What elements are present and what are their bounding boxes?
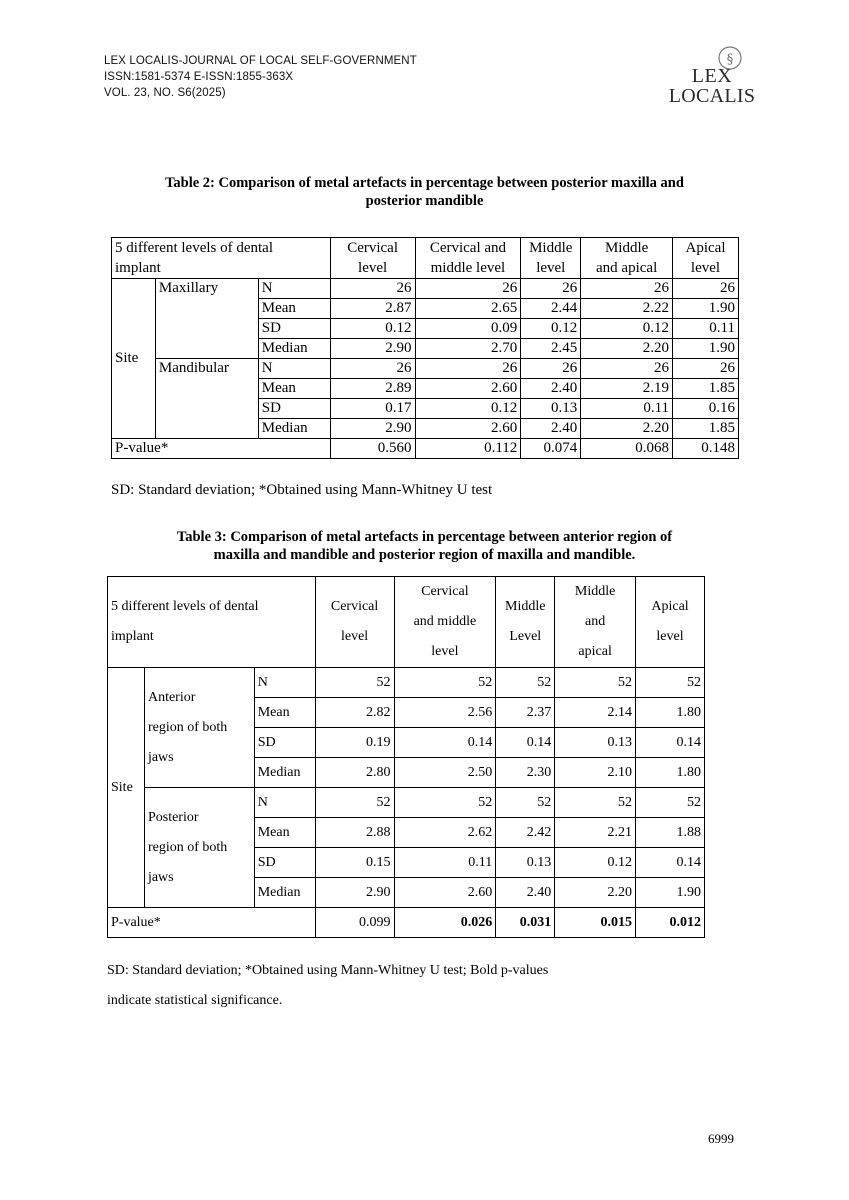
table-cell: 52 xyxy=(636,788,705,818)
table3-group-anterior: Anterior region of both jaws xyxy=(144,668,254,788)
table3-caption-line2: maxilla and mandible and posterior region of maxilla and mandible. xyxy=(213,547,636,563)
lex-localis-logo xyxy=(668,44,756,108)
table3-header-row xyxy=(108,577,705,668)
table3-header-cervical-middle: Cervical and middle level xyxy=(394,577,496,668)
table-cell: 2.22 xyxy=(581,299,673,319)
pvalue-label: P-value* xyxy=(108,908,316,938)
table-cell: 52 xyxy=(496,788,555,818)
table-cell: 2.40 xyxy=(496,878,555,908)
table-cell: 0.16 xyxy=(673,399,739,419)
table-cell: 2.10 xyxy=(555,758,636,788)
table-cell: 1.85 xyxy=(673,379,739,399)
table3-footnote-line1: SD: Standard deviation; *Obtained using Mann-Whitney U test; Bold p-values xyxy=(107,963,549,978)
table2-header-levels: 5 different levels of dental implant xyxy=(112,238,331,279)
table2-caption xyxy=(0,174,849,210)
table-cell: 26 xyxy=(581,279,673,299)
table2-header-cervical-middle: Cervical and middle level xyxy=(415,238,521,279)
table-cell: 2.65 xyxy=(415,299,521,319)
table-cell: 0.11 xyxy=(673,319,739,339)
table-cell: 52 xyxy=(394,668,496,698)
table-cell: 0.14 xyxy=(636,728,705,758)
table-cell: 2.82 xyxy=(315,698,394,728)
table-cell: 2.80 xyxy=(315,758,394,788)
table-row xyxy=(112,359,739,379)
table-cell: 2.40 xyxy=(521,379,581,399)
stat-label: N xyxy=(254,668,315,698)
table-cell: 0.14 xyxy=(394,728,496,758)
table-cell: 0.12 xyxy=(415,399,521,419)
table3-site-label: Site xyxy=(108,668,145,908)
pvalue-cell: 0.148 xyxy=(673,439,739,459)
table-cell: 2.89 xyxy=(330,379,415,399)
pvalue-cell: 0.099 xyxy=(315,908,394,938)
stat-label: Mean xyxy=(254,818,315,848)
table-cell: 2.45 xyxy=(521,339,581,359)
table-cell: 26 xyxy=(415,279,521,299)
table-cell: 52 xyxy=(315,788,394,818)
table-cell: 2.20 xyxy=(555,878,636,908)
table-cell: 26 xyxy=(521,279,581,299)
table2-header-cervical: Cervical level xyxy=(330,238,415,279)
table-cell: 26 xyxy=(673,359,739,379)
table3-group-posterior: Posterior region of both jaws xyxy=(144,788,254,908)
table2-pvalue-row xyxy=(112,439,739,459)
table-cell: 1.90 xyxy=(673,299,739,319)
running-header xyxy=(104,53,417,101)
table3-pvalue-row xyxy=(108,908,705,938)
stat-label: Median xyxy=(258,339,330,359)
stat-label: Mean xyxy=(254,698,315,728)
table-cell: 52 xyxy=(496,668,555,698)
table2-group-maxillary: Maxillary xyxy=(155,279,258,359)
table3-footnote-line2: indicate statistical significance. xyxy=(107,993,283,1008)
table-cell: 0.13 xyxy=(496,848,555,878)
table3-header-levels: 5 different levels of dental implant xyxy=(108,577,316,668)
table-cell: 2.56 xyxy=(394,698,496,728)
table-cell: 52 xyxy=(555,788,636,818)
table-cell: 2.60 xyxy=(415,379,521,399)
table-cell: 2.20 xyxy=(581,419,673,439)
table3-header-middle: Middle Level xyxy=(496,577,555,668)
table-cell: 26 xyxy=(521,359,581,379)
table3-header-cervical: Cervical level xyxy=(315,577,394,668)
pvalue-cell: 0.068 xyxy=(581,439,673,459)
table-cell: 0.17 xyxy=(330,399,415,419)
table-cell: 2.19 xyxy=(581,379,673,399)
table-cell: 0.11 xyxy=(581,399,673,419)
table-row xyxy=(112,279,739,299)
table3-header-apical: Apical level xyxy=(636,577,705,668)
table-cell: 2.87 xyxy=(330,299,415,319)
table2 xyxy=(111,237,739,459)
pvalue-cell-significant: 0.026 xyxy=(394,908,496,938)
table-cell: 0.12 xyxy=(555,848,636,878)
stat-label: SD xyxy=(258,319,330,339)
table2-header-middle: Middle level xyxy=(521,238,581,279)
table-cell: 0.14 xyxy=(636,848,705,878)
table-cell: 26 xyxy=(581,359,673,379)
pvalue-cell-significant: 0.031 xyxy=(496,908,555,938)
table-cell: 2.20 xyxy=(581,339,673,359)
table-cell: 0.12 xyxy=(521,319,581,339)
table-cell: 2.70 xyxy=(415,339,521,359)
table-cell: 1.90 xyxy=(673,339,739,359)
table-cell: 26 xyxy=(415,359,521,379)
table-cell: 0.13 xyxy=(521,399,581,419)
stat-label: Mean xyxy=(258,299,330,319)
table-cell: 2.44 xyxy=(521,299,581,319)
table2-header-apical: Apical level xyxy=(673,238,739,279)
pvalue-cell-significant: 0.015 xyxy=(555,908,636,938)
table-cell: 1.80 xyxy=(636,698,705,728)
table-cell: 1.88 xyxy=(636,818,705,848)
table3-caption xyxy=(0,528,849,564)
stat-label: N xyxy=(254,788,315,818)
table-cell: 2.21 xyxy=(555,818,636,848)
table3-footnote xyxy=(107,956,707,1016)
table-cell: 1.90 xyxy=(636,878,705,908)
table-cell: 0.13 xyxy=(555,728,636,758)
table-cell: 52 xyxy=(394,788,496,818)
table-cell: 0.11 xyxy=(394,848,496,878)
stat-label: Median xyxy=(254,758,315,788)
table-cell: 2.62 xyxy=(394,818,496,848)
table-cell: 52 xyxy=(636,668,705,698)
table-cell: 0.15 xyxy=(315,848,394,878)
table3-caption-line1: Table 3: Comparison of metal artefacts in percentage between anterior region of xyxy=(176,529,673,545)
pvalue-cell: 0.560 xyxy=(330,439,415,459)
table-cell: 2.42 xyxy=(496,818,555,848)
svg-text:LEX: LEX xyxy=(691,65,733,87)
svg-text:LOCALIS: LOCALIS xyxy=(668,85,756,107)
stat-label: SD xyxy=(254,848,315,878)
table2-header-row xyxy=(112,238,739,279)
table2-footnote: SD: Standard deviation; *Obtained using Mann-Whitney U test xyxy=(111,482,493,498)
stat-label: SD xyxy=(254,728,315,758)
table2-caption-line2: posterior mandible xyxy=(365,193,484,209)
pvalue-cell: 0.074 xyxy=(521,439,581,459)
journal-title: LEX LOCALIS-JOURNAL OF LOCAL SELF-GOVERNMENT xyxy=(104,55,417,67)
table-cell: 2.90 xyxy=(330,339,415,359)
table-cell: 2.50 xyxy=(394,758,496,788)
stat-label: N xyxy=(258,279,330,299)
table-cell: 2.90 xyxy=(330,419,415,439)
svg-text:§: § xyxy=(726,52,734,67)
table-cell: 26 xyxy=(330,359,415,379)
volume-line: VOL. 23, NO. S6(2025) xyxy=(104,87,226,99)
table-cell: 52 xyxy=(555,668,636,698)
table-cell: 2.14 xyxy=(555,698,636,728)
table-cell: 2.88 xyxy=(315,818,394,848)
table-cell: 0.12 xyxy=(330,319,415,339)
table-cell: 0.14 xyxy=(496,728,555,758)
table2-group-mandibular: Mandibular xyxy=(155,359,258,439)
table-cell: 2.60 xyxy=(394,878,496,908)
table3-header-middle-apical: Middle and apical xyxy=(555,577,636,668)
table-cell: 2.60 xyxy=(415,419,521,439)
table2-header-middle-apical: Middle and apical xyxy=(581,238,673,279)
table-row xyxy=(108,668,705,698)
table-cell: 0.09 xyxy=(415,319,521,339)
table-cell: 0.12 xyxy=(581,319,673,339)
table-cell: 26 xyxy=(673,279,739,299)
table2-site-label: Site xyxy=(112,279,156,439)
pvalue-label: P-value* xyxy=(112,439,331,459)
stat-label: SD xyxy=(258,399,330,419)
table-cell: 2.90 xyxy=(315,878,394,908)
pvalue-cell: 0.112 xyxy=(415,439,521,459)
table-cell: 52 xyxy=(315,668,394,698)
issn-line: ISSN:1581-5374 E-ISSN:1855-363X xyxy=(104,71,294,83)
stat-label: Median xyxy=(254,878,315,908)
table-cell: 2.40 xyxy=(521,419,581,439)
stat-label: N xyxy=(258,359,330,379)
table-cell: 26 xyxy=(330,279,415,299)
table-cell: 1.80 xyxy=(636,758,705,788)
table-row xyxy=(108,788,705,818)
table-cell: 1.85 xyxy=(673,419,739,439)
table-cell: 2.30 xyxy=(496,758,555,788)
stat-label: Mean xyxy=(258,379,330,399)
pvalue-cell-significant: 0.012 xyxy=(636,908,705,938)
table-cell: 2.37 xyxy=(496,698,555,728)
table3 xyxy=(107,576,705,938)
table2-caption-line1: Table 2: Comparison of metal artefacts in percentage between posterior maxilla and xyxy=(165,175,684,191)
page-number: 6999 xyxy=(708,1131,734,1146)
table-cell: 0.19 xyxy=(315,728,394,758)
stat-label: Median xyxy=(258,419,330,439)
